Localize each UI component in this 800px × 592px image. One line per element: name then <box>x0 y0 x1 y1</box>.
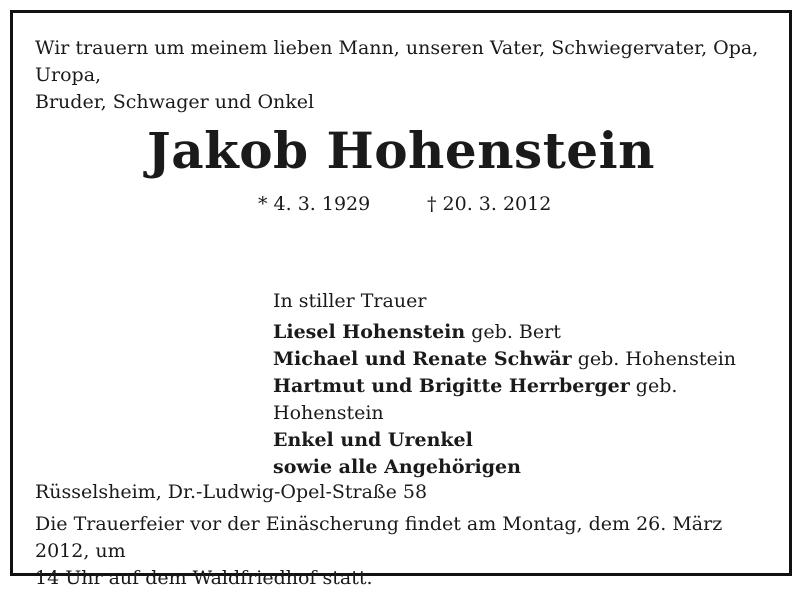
deceased-name: Jakob Hohenstein <box>147 121 655 180</box>
intro-text <box>35 35 775 116</box>
intro-line-2: Bruder, Schwager und Onkel <box>35 91 315 113</box>
intro-line-1: Wir trauern um meinem lieben Mann, unseren Vater, Schwiegervater, Opa, Uropa, <box>35 37 759 86</box>
death-date: † 20. 3. 2012 <box>427 193 552 215</box>
birth-date: * 4. 3. 1929 <box>258 193 371 215</box>
address: Rüsselsheim, Dr.-Ludwig-Opel-Straße 58 <box>35 481 428 503</box>
mourner-entry <box>273 373 789 427</box>
mourner-name: Hartmut und Brigitte Herrberger <box>273 375 630 397</box>
obituary-notice <box>10 10 792 589</box>
mourner-name: Liesel Hohenstein <box>273 321 466 343</box>
mourner-entry <box>273 319 789 346</box>
mourner-name: sowie alle Angehörigen <box>273 456 521 478</box>
mourners-block <box>273 288 789 481</box>
mourner-entry <box>273 346 789 373</box>
mourner-note: geb. Hohenstein <box>273 375 678 424</box>
mourner-entry <box>273 427 789 454</box>
ceremony-line-2: 14 Uhr auf dem Waldfriedhof statt. <box>35 567 373 589</box>
mourners-heading: In stiller Trauer <box>273 290 427 312</box>
ceremony-line-1: Die Trauerfeier vor der Einäscherung findet am Montag, dem 26. März 2012, um <box>35 513 723 562</box>
mourner-note: geb. Hohenstein <box>571 348 737 370</box>
mourner-entry <box>273 454 789 481</box>
mourner-name: Michael und Renate Schwär <box>273 348 572 370</box>
mourner-note: geb. Bert <box>465 321 561 343</box>
mourner-name: Enkel und Urenkel <box>273 429 473 451</box>
ceremony-info <box>35 511 775 592</box>
